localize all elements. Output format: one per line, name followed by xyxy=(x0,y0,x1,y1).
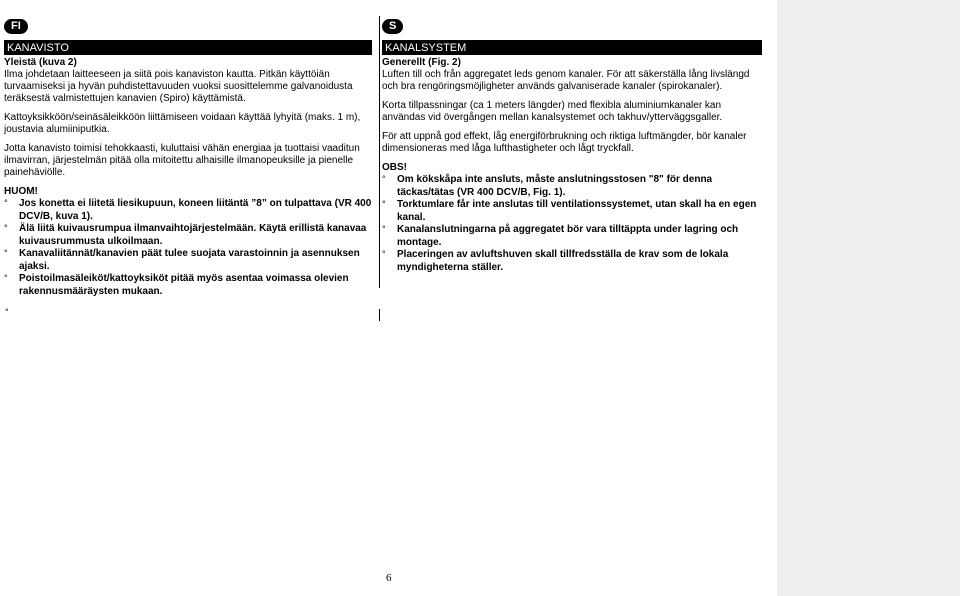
swedish-column xyxy=(382,16,762,274)
bullet-icon: ° xyxy=(4,273,8,283)
finnish-column xyxy=(4,16,372,298)
subtitle-fi: Yleistä (kuva 2) xyxy=(4,57,77,68)
warning-item-fi: ° Kanavaliitännät/kanavien päät tulee suojata varastoinnin ja asennuksen ajaksi. xyxy=(4,248,360,272)
bullet-icon: ° xyxy=(382,199,386,209)
paragraph-sv-2: Korta tillpassningar (ca 1 meters längder) med flexibla aluminiumkanaler kan användas vid övergången mellan kanalsystemet och takhuv/ytterväggsgaller. xyxy=(382,100,723,123)
warning-title-fi: HUOM! xyxy=(4,186,38,197)
subtitle-sv: Generellt (Fig. 2) xyxy=(382,57,461,68)
paragraph-fi-3: Jotta kanavisto toimisi tehokkaasti, kuluttaisi vähän energiaa ja tuottaisi vaaditun ilmavirran, järjestelmän pitää olla mitoitettu alhaisille ilmanopeuksille ja pienelle painehäviölle. xyxy=(4,143,360,178)
bullet-icon: ° xyxy=(382,174,386,184)
warning-item-fi: ° Älä liitä kuivausrumpua ilmanvaihtojärjestelmään. Käytä erillistä kanavaa kuivausrummusta ulkoilmaan. xyxy=(4,223,367,247)
bullet-icon: ° xyxy=(382,249,386,259)
paragraph-sv-3: För att uppnå god effekt, låg energiförbrukning och riktiga luftmängder, bör kanaler dimensioneras med låga lufthastigheter och lågt tryckfall. xyxy=(382,131,747,154)
warning-item-fi: ° Poistoilmasäleiköt/kattoyksiköt pitää myös asentaa voimassa olevien rakennusmääräysten mukaan. xyxy=(4,273,349,297)
page-number: 6 xyxy=(386,572,392,584)
warning-title-sv: OBS! xyxy=(382,162,407,173)
language-badge-sv: S xyxy=(382,19,403,34)
bullet-icon: ° xyxy=(4,248,8,258)
warning-item-sv: ° Om kökskåpa inte ansluts, måste anslutningsstosen "8" för denna täckas/tätas (VR 400 DCV/B, Fig. 1). xyxy=(382,174,713,198)
warning-item-sv: ° Torktumlare får inte anslutas till ventilationssystemet, utan skall ha en egen kanal. xyxy=(382,199,757,223)
column-divider-fragment xyxy=(379,309,380,321)
warning-list-sv xyxy=(382,174,762,274)
warning-list-fi xyxy=(4,198,372,298)
column-divider xyxy=(379,16,380,288)
language-badge-fi: FI xyxy=(4,19,28,34)
bullet-icon: ° xyxy=(5,307,9,317)
warning-item-fi: ° Jos konetta ei liitetä liesikupuun, koneen liitäntä ”8” on tulpattava (VR 400 DCV/B, kuva 1). xyxy=(4,198,372,222)
section-heading-sv: KANALSYSTEM xyxy=(382,40,762,55)
bullet-icon: ° xyxy=(4,223,8,233)
bullet-icon: ° xyxy=(382,224,386,234)
warning-item-sv: ° Placeringen av avluftshuven skall tillfredsställa de krav som de lokala myndigheterna ställer. xyxy=(382,249,729,273)
paragraph-fi-2: Kattoyksikköön/seinäsäleikköön liittämiseen voidaan käyttää lyhyitä (maks. 1 m), joustavia alumiiniputkia. xyxy=(4,112,361,135)
right-margin-panel xyxy=(777,0,960,596)
bullet-icon: ° xyxy=(4,198,8,208)
paragraph-sv-1: Luften till och från aggregatet leds genom kanaler. För att säkerställa lång livslängd och bra rengöringsmöjligheter används galvaniserade kanaler (spirokanaler). xyxy=(382,69,750,92)
warning-item-sv: ° Kanalanslutningarna på aggregatet bör vara tilltäppta under lagring och montage. xyxy=(382,224,739,248)
paragraph-fi-1: Ilma johdetaan laitteeseen ja siitä pois kanaviston kautta. Pitkän käyttöiän turvaamiseksi ja hyvän puhdistettavuuden vuoksi suosittelemme galvanoidusta teräksestä valmistettujen kanavien (Spiro) käyttämistä. xyxy=(4,69,353,104)
section-heading-fi: KANAVISTO xyxy=(4,40,372,55)
